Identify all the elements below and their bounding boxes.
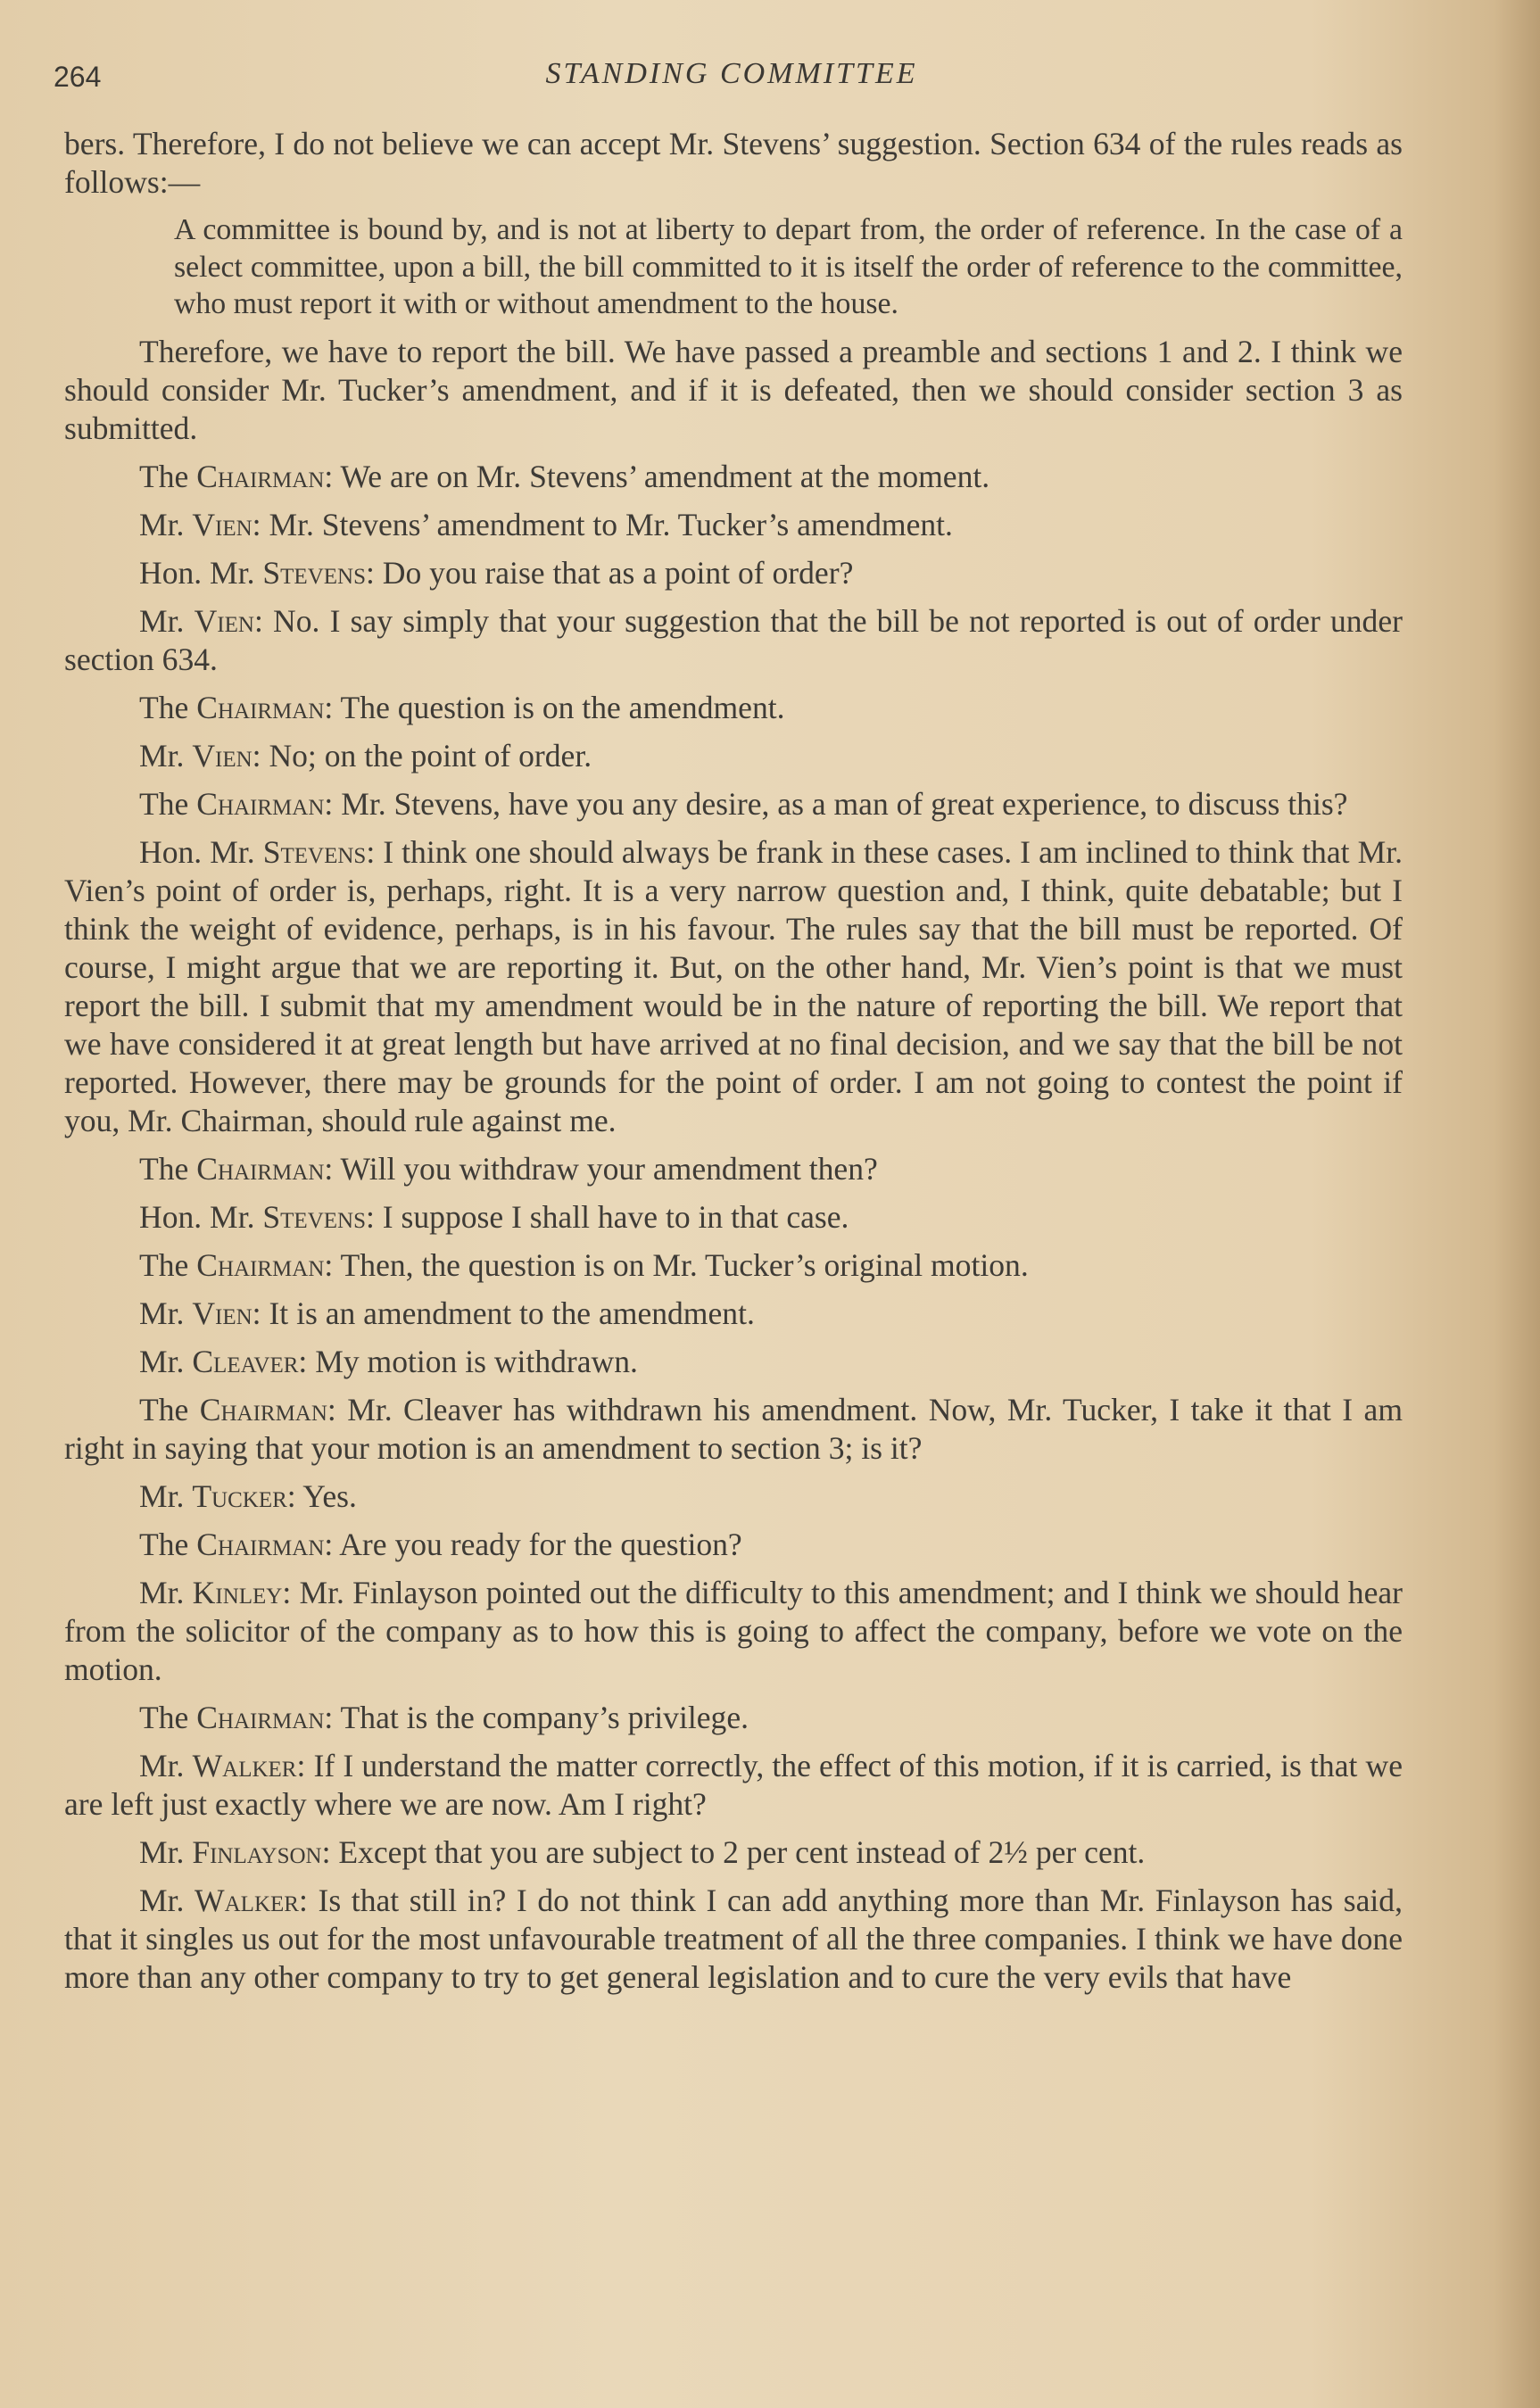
speaker-prefix: Mr. [139,737,193,774]
speaker-name: Vien [192,737,253,774]
speaker-paragraph: Mr. Walker: Is that still in? I do not think I can add anything more than Mr. Finlayson has said, that it singles us out for the most unfavourable treatment of all the three companies. I think we have done more than any other company to try to get general legislation and to cure the very evils that have [64,1882,1403,1995]
speaker-paragraph: Mr. Cleaver: My motion is withdrawn. [139,1343,638,1379]
speaker-prefix: The [139,458,197,494]
speaker-paragraph: Hon. Mr. Stevens: Do you raise that as a point of order? [139,554,854,591]
speaker-prefix: Hon. Mr. [139,554,263,591]
speaker-prefix: Mr. [139,1882,195,1918]
speech-text: Yes. [302,1477,357,1514]
speaker-name: Chairman [199,1391,327,1427]
speaker-name: Finlayson [192,1833,322,1870]
speech-text: Is that still in? I do not think I can add anything more than Mr. Finlayson has said, that it singles us out for the most unfavourable treatment of all the three companies. I think we have done more than any other company to try to get general legislation and to cure the very evils that have [64,1882,1403,1995]
speaker-paragraph: The Chairman: Are you ready for the question? [139,1526,742,1562]
speaker-prefix: Hon. Mr. [139,833,263,870]
speaker-name: Vien [192,506,253,542]
speaker-name: Vien [192,1295,253,1331]
speaker-paragraph: Mr. Kinley: Mr. Finlayson pointed out the difficulty to this amendment; and I think we should hear from the solicitor of the company as to how this is going to affect the company, before we vote on the motion. [64,1574,1403,1687]
speech-text: Mr. Stevens’ amendment to Mr. Tucker’s amendment. [269,506,953,542]
speaker-name: Cleaver [192,1343,299,1379]
speaker-name: Walker [192,1747,297,1783]
speaker-paragraph: Mr. Walker: If I understand the matter correctly, the effect of this motion, if it is carried, is that we are left just exactly where we are now. Am I right? [64,1747,1403,1822]
speaker-prefix: The [139,1150,197,1187]
speaker-paragraph: The Chairman: Mr. Stevens, have you any desire, as a man of great experience, to discuss this? [139,785,1348,822]
speaker-paragraph: Mr. Vien: It is an amendment to the amendment. [139,1295,755,1331]
speaker-name: Chairman [196,1150,325,1187]
speaker-name: Chairman [196,458,325,494]
speaker-name: Chairman [196,1526,325,1562]
speaker-prefix: Hon. Mr. [139,1198,263,1235]
speech-text: I suppose I shall have to in that case. [382,1198,849,1235]
speaker-paragraph: Hon. Mr. Stevens: I suppose I shall have to in that case. [139,1198,849,1235]
speaker-name: Chairman [196,689,325,725]
speaker-prefix: The [139,1699,197,1735]
speech-text: My motion is withdrawn. [315,1343,638,1379]
speaker-prefix: Mr. [139,506,193,542]
speaker-prefix: The [139,785,197,822]
speech-text: We are on Mr. Stevens’ amendment at the moment. [340,458,990,494]
speaker-prefix: Mr. [139,1295,193,1331]
speaker-prefix: The [139,689,197,725]
speech-text: If I understand the matter correctly, the effect of this motion, if it is carried, is that we are left just exactly where we are now. Am I right? [64,1747,1403,1822]
quote-text: A committee is bound by, and is not at liberty to depart from, the order of reference. In the case of a select committee, upon a bill, the bill committed to it is itself the order of reference to the committee, who must report it with or without amendment to the house. [174,213,1403,320]
paragraph-text: Therefore, we have to report the bill. We have passed a preamble and sections 1 and 2. I think we should consider Mr. Tucker’s amendment, and if it is defeated, then we should consider section 3 as submitted. [64,333,1403,446]
speech-text: Are you ready for the question? [339,1526,742,1562]
speaker-paragraph: The Chairman: Mr. Cleaver has withdrawn his amendment. Now, Mr. Tucker, I take it that I am right in saying that your motion is an amendment to section 3; is it? [64,1391,1403,1466]
speaker-prefix: Mr. [139,1343,193,1379]
speaker-name: Stevens [262,833,367,870]
speaker-paragraph: The Chairman: The question is on the amendment. [139,689,785,725]
speech-text: I think one should always be frank in these cases. I am inclined to think that Mr. Vien’s point of order is, perhaps, right. It is a very narrow question and, I think, quite debatable; but I think the weight of evidence, perhaps, is in his favour. The rules say that the bill must be reported. Of course, I might argue that we are reporting it. But, on the other hand, Mr. Vien’s point is that we must report the bill. I submit that my amendment would be in the nature of reporting the bill. We report that we have considered it at great length but have arrived at no final decision, and we say that the bill be not reported. However, there may be grounds for the point of order. I am not going to contest the point if you, Mr. Chairman, should rule against me. [64,833,1403,1138]
speech-text: Mr. Cleaver has withdrawn his amendment. Now, Mr. Tucker, I take it that I am right in saying that your motion is an amendment to section 3; is it? [64,1391,1403,1466]
speaker-name: Kinley [192,1574,283,1610]
speaker-name: Chairman [196,785,325,822]
speaker-prefix: The [139,1246,197,1283]
speech-text: That is the company’s privilege. [340,1699,749,1735]
speaker-paragraph: Mr. Vien: No. I say simply that your suggestion that the bill be not reported is out of order under section 634. [64,602,1403,677]
page-header [54,54,1410,107]
speaker-prefix: The [139,1391,200,1427]
speech-text: It is an amendment to the amendment. [269,1295,755,1331]
speaker-paragraph: The Chairman: Then, the question is on Mr. Tucker’s original motion. [139,1246,1029,1283]
speaker-name: Walker [195,1882,299,1918]
speaker-paragraph: Hon. Mr. Stevens: I think one should always be frank in these cases. I am inclined to think that Mr. Vien’s point of order is, perhaps, right. It is a very narrow question and, I think, quite debatable; but I think the weight of evidence, perhaps, is in his favour. The rules say that the bill must be reported. Of course, I might argue that we are reporting it. But, on the other hand, Mr. Vien’s point is that we must report the bill. I submit that my amendment would be in the nature of reporting the bill. We report that we have considered it at great length but have arrived at no final decision, and we say that the bill be not reported. However, there may be grounds for the point of order. I am not going to contest the point if you, Mr. Chairman, should rule against me. [64,833,1403,1138]
speaker-paragraph: Mr. Vien: Mr. Stevens’ amendment to Mr. Tucker’s amendment. [139,506,953,542]
speech-text: No; on the point of order. [269,737,592,774]
speaker-paragraph: The Chairman: That is the company’s privilege. [139,1699,749,1735]
speech-text: Then, the question is on Mr. Tucker’s original motion. [340,1246,1029,1283]
speech-text: Except that you are subject to 2 per cent instead of 2½ per cent. [338,1833,1146,1870]
speaker-name: Chairman [196,1699,325,1735]
paragraph [64,333,1403,448]
speech-text: Do you raise that as a point of order? [382,554,854,591]
speaker-prefix: Mr. [139,602,195,639]
speech-text: No. I say simply that your suggestion that the bill be not reported is out of order under section 634. [64,602,1403,677]
speaker-prefix: Mr. [139,1747,193,1783]
speech-text: Mr. Stevens, have you any desire, as a man of great experience, to discuss this? [341,785,1348,822]
speaker-prefix: Mr. [139,1833,193,1870]
running-head: STANDING COMMITTEE [545,57,918,90]
speaker-paragraph: Mr. Finlayson: Except that you are subject to 2 per cent instead of 2½ per cent. [139,1833,1146,1870]
speaker-prefix: Mr. [139,1574,193,1610]
paragraph-text: bers. Therefore, I do not believe we can accept Mr. Stevens’ suggestion. Section 634 of the rules reads as follows:— [64,126,1403,200]
speaker-name: Stevens [262,554,366,591]
speaker-name: Vien [194,602,254,639]
speaker-name: Tucker [192,1477,287,1514]
block-quote [174,211,1403,323]
speech-text: Will you withdraw your amendment then? [340,1150,878,1187]
speaker-prefix: Mr. [139,1477,193,1514]
speech-text: Mr. Finlayson pointed out the difficulty to this amendment; and I think we should hear from the solicitor of the company as to how this is going to affect the company, before we vote on the motion. [64,1574,1403,1687]
speaker-prefix: The [139,1526,197,1562]
body-text [64,125,1403,1997]
paragraph [64,125,1403,202]
speaker-paragraph: Mr. Vien: No; on the point of order. [139,737,592,774]
speaker-name: Chairman [196,1246,325,1283]
speaker-paragraph: Mr. Tucker: Yes. [139,1477,357,1514]
speech-text: The question is on the amendment. [340,689,785,725]
speaker-name: Stevens [262,1198,366,1235]
speaker-paragraph: The Chairman: Will you withdraw your amendment then? [139,1150,878,1187]
page-number: 264 [54,61,102,93]
speaker-paragraph: The Chairman: We are on Mr. Stevens’ amendment at the moment. [139,458,990,494]
